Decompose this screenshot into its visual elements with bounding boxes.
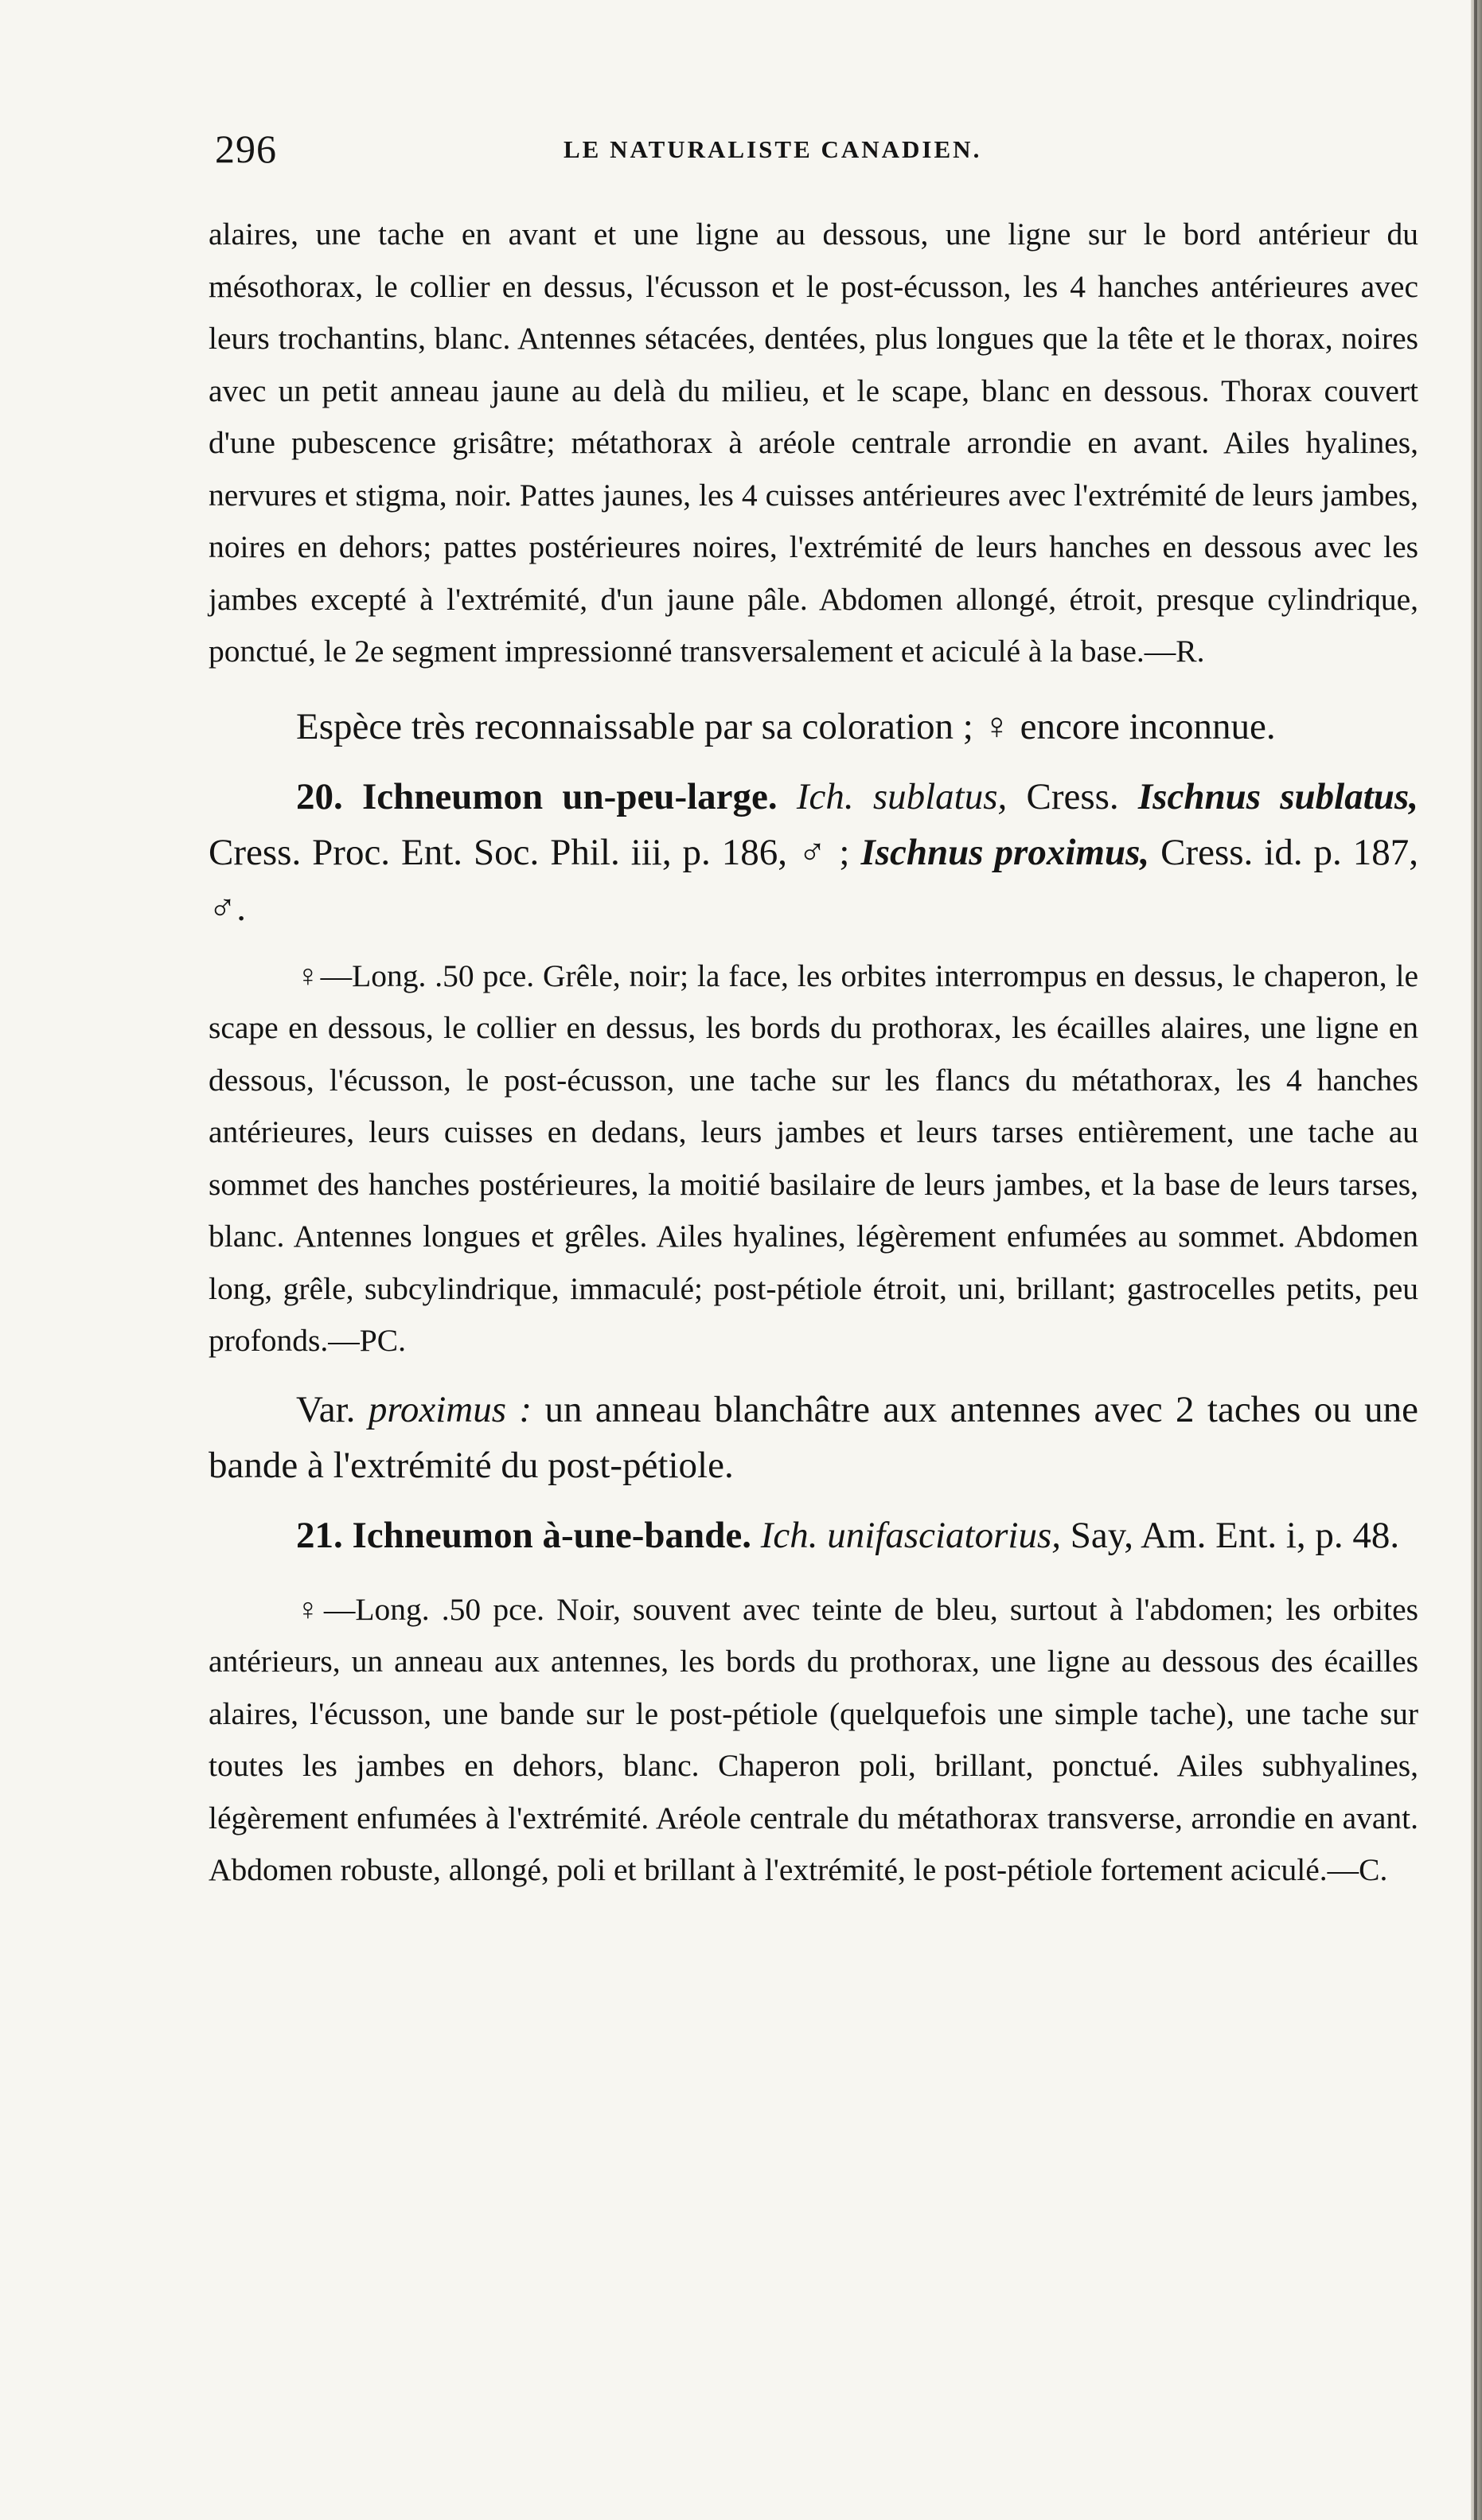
synonym-reference: Cress. Proc. Ent. Soc. Phil. iii, p. 186, ♂ ; bbox=[209, 831, 861, 873]
variety-name: proximus : bbox=[368, 1388, 532, 1430]
species-author: Cress. bbox=[1007, 775, 1138, 817]
scan-edge-shadow bbox=[1474, 0, 1477, 2520]
synonym-reference-2: Cress. id. p. 187, ♂. bbox=[209, 831, 1418, 929]
paragraph-species-21-description: ♀—Long. .50 pce. Noir, souvent avec teinte de bleu, surtout à l'abdomen; les orbites antérieurs, un anneau aux antennes, les bords du prothorax, une ligne au dessous des écailles alaires, l'écusson, une bande sur le post-pétiole (quelquefois une simple tache), une tache sur toutes les jambes en dehors, blanc. Chaperon poli, brillant, ponctué. Ailes subhyalines, légèrement enfumées à l'extrémité. Aréole centrale du métathorax transverse, arrondie en avant. Abdomen robuste, allongé, poli et brillant à l'extrémité, le post-pétiole fortement aciculé.—C. bbox=[209, 1591, 1418, 1887]
page-number: 296 bbox=[215, 127, 277, 171]
paragraph-species-21-heading bbox=[209, 1508, 1418, 1563]
variety-text: un anneau blanchâtre aux antennes avec 2 taches ou une bande à l'extrémité du post-pétiole. bbox=[209, 1388, 1418, 1486]
synonym-name: Ischnus sublatus, bbox=[1137, 775, 1418, 817]
paragraph-variety bbox=[209, 1382, 1418, 1493]
variety-lead: Var. bbox=[296, 1388, 369, 1430]
species-number-title-2: 21. Ichneumon à-une-bande. bbox=[296, 1514, 751, 1556]
page-header bbox=[215, 126, 1401, 174]
paragraph-species-20-heading bbox=[209, 769, 1418, 936]
paragraph-remark: Espèce très reconnaissable par sa coloration ; ♀ encore inconnue. bbox=[296, 705, 1276, 747]
species-name-2: Ich. unifasciatorius, bbox=[760, 1514, 1061, 1556]
species-name: Ich. sublatus, bbox=[796, 775, 1008, 817]
paragraph-description-continued: alaires, une tache en avant et une ligne au dessous, une ligne sur le bord antérieur du mésothorax, le collier en dessus, l'écusson et le post-écusson, les 4 hanches antérieures avec leurs trochantins, blanc. Antennes sétacées, dentées, plus longues que la tête et le thorax, noires avec un petit anneau jaune au delà du milieu, et le scape, blanc en dessous. Thorax couvert d'une pubescence grisâtre; métathorax à aréole centrale arrondie en avant. Ailes hyalines, nervures et stigma, noir. Pattes jaunes, les 4 cuisses antérieures avec l'extrémité de leurs jambes, noires en dehors; pattes postérieures noires, l'extrémité de leurs hanches en dessous avec les jambes excepté à l'extrémité, d'un jaune pâle. Abdomen allongé, étroit, presque cylindrique, ponctué, le 2e segment impressionné transversalement et aciculé à la base.—R. bbox=[209, 217, 1418, 669]
species-reference-2: Say, Am. Ent. i, p. 48. bbox=[1061, 1514, 1400, 1556]
synonym-name-2: Ischnus proximus, bbox=[860, 831, 1150, 873]
body-text bbox=[209, 209, 1418, 1897]
species-number-title: 20. Ichneumon un-peu-large. bbox=[296, 775, 778, 817]
running-head: LE NATURALISTE CANADIEN. bbox=[564, 135, 982, 163]
paragraph-species-20-description: ♀—Long. .50 pce. Grêle, noir; la face, les orbites interrompus en dessus, le chaperon, le scape en dessous, le collier en dessus, les bords du prothorax, les écailles alaires, une ligne en dessous, l'écusson, le post-écusson, une tache sur les flancs du métathorax, les 4 hanches antérieures, leurs cuisses en dedans, leurs jambes et leurs tarses entièrement, une tache au sommet des hanches postérieures, la moitié basilaire de leurs jambes, et la base de leurs tarses, blanc. Antennes longues et grêles. Ailes hyalines, légèrement enfumées au sommet. Abdomen long, grêle, subcylindrique, immaculé; post-pétiole étroit, uni, brillant; gastrocelles petits, peu profonds.—PC. bbox=[209, 958, 1418, 1358]
